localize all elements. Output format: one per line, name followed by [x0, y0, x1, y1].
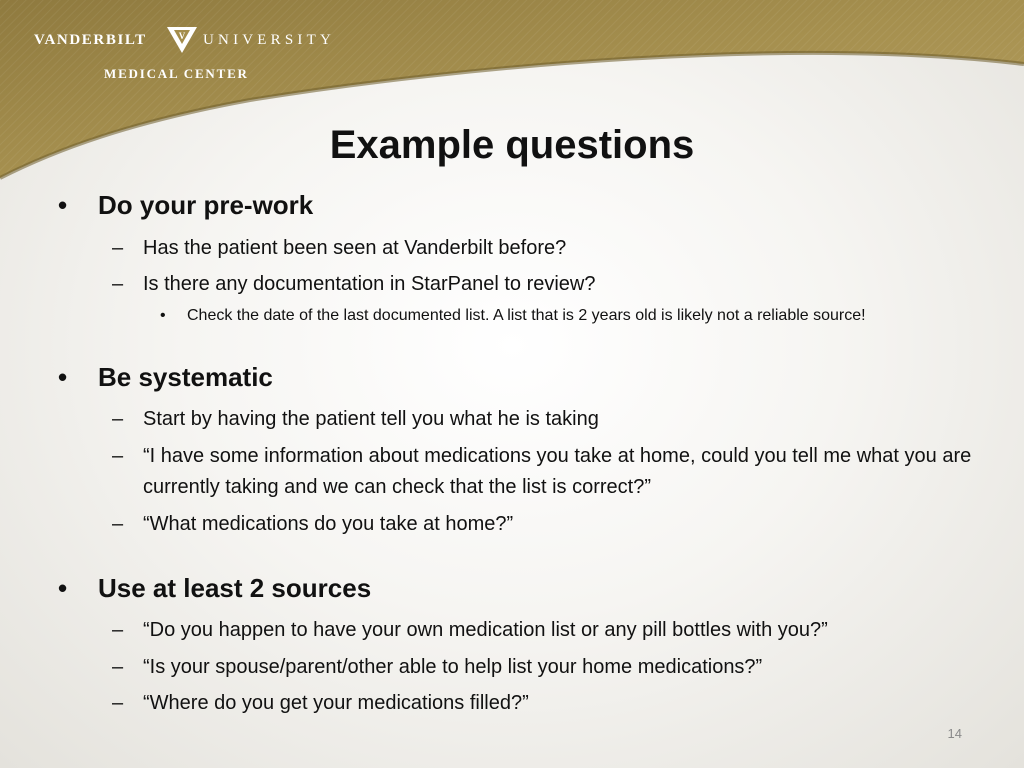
sub-bullet-text: “Where do you get your medications filled?” [143, 692, 529, 714]
bullet-marker: • [58, 362, 68, 392]
sub-bullet-text: Is there any documentation in StarPanel to review? [143, 273, 596, 295]
slide-number: 14 [947, 726, 962, 741]
dash-marker: – [112, 273, 124, 295]
sub-bullet-text: “What medications do you take at home?” [143, 513, 514, 535]
oak-leaf-v-icon [166, 26, 198, 54]
sub-bullet [112, 269, 1002, 300]
sub-bullet [112, 441, 1002, 503]
logo-word-vanderbilt: VANDERBILT [34, 32, 147, 48]
dash-marker: – [112, 692, 124, 714]
logo-word-university: UNIVERSITY [203, 32, 335, 48]
logo-medical-center: MEDICAL CENTER [104, 66, 249, 81]
sub-bullet-text: Start by having the patient tell you what he is taking [143, 408, 599, 430]
sub-bullet [112, 509, 1002, 540]
sub-bullet-text: Has the patient been seen at Vanderbilt before? [143, 237, 567, 259]
logo-mark-letter: V [178, 31, 186, 41]
dash-marker: – [112, 656, 124, 678]
sub-bullet-text: “Is your spouse/parent/other able to help list your home medications?” [143, 656, 763, 678]
dash-marker: – [112, 408, 124, 430]
bullet-heading: Do your pre-work [98, 190, 314, 220]
dash-marker: – [112, 513, 124, 535]
bullet-heading: Be systematic [98, 362, 273, 392]
bullet-heading: Use at least 2 sources [98, 573, 372, 603]
vanderbilt-logo [0, 0, 360, 100]
sub-sub-bullet-text: Check the date of the last documented list. A list that is 2 years old is likely not a reliable source! [187, 307, 866, 324]
dash-marker: – [112, 445, 124, 467]
sub-bullet-text: “I have some information about medications you take at home, could you tell me what you are currently taking and we can check that the list is correct?” [143, 445, 972, 498]
bullet-marker: • [160, 307, 166, 324]
sub-bullet-text: “Do you happen to have your own medication list or any pill bottles with you?” [143, 619, 828, 641]
sub-sub-bullet [160, 307, 866, 325]
sub-bullet [112, 652, 1002, 683]
slide-title: Example questions [329, 123, 695, 167]
bullet-marker: • [58, 190, 68, 220]
dash-marker: – [112, 619, 124, 641]
sub-bullet [112, 688, 1002, 719]
sub-bullet [112, 233, 1002, 264]
sub-bullet [112, 615, 1002, 646]
bullet-marker: • [58, 573, 68, 603]
dash-marker: – [112, 237, 124, 259]
sub-bullet [112, 404, 1002, 435]
